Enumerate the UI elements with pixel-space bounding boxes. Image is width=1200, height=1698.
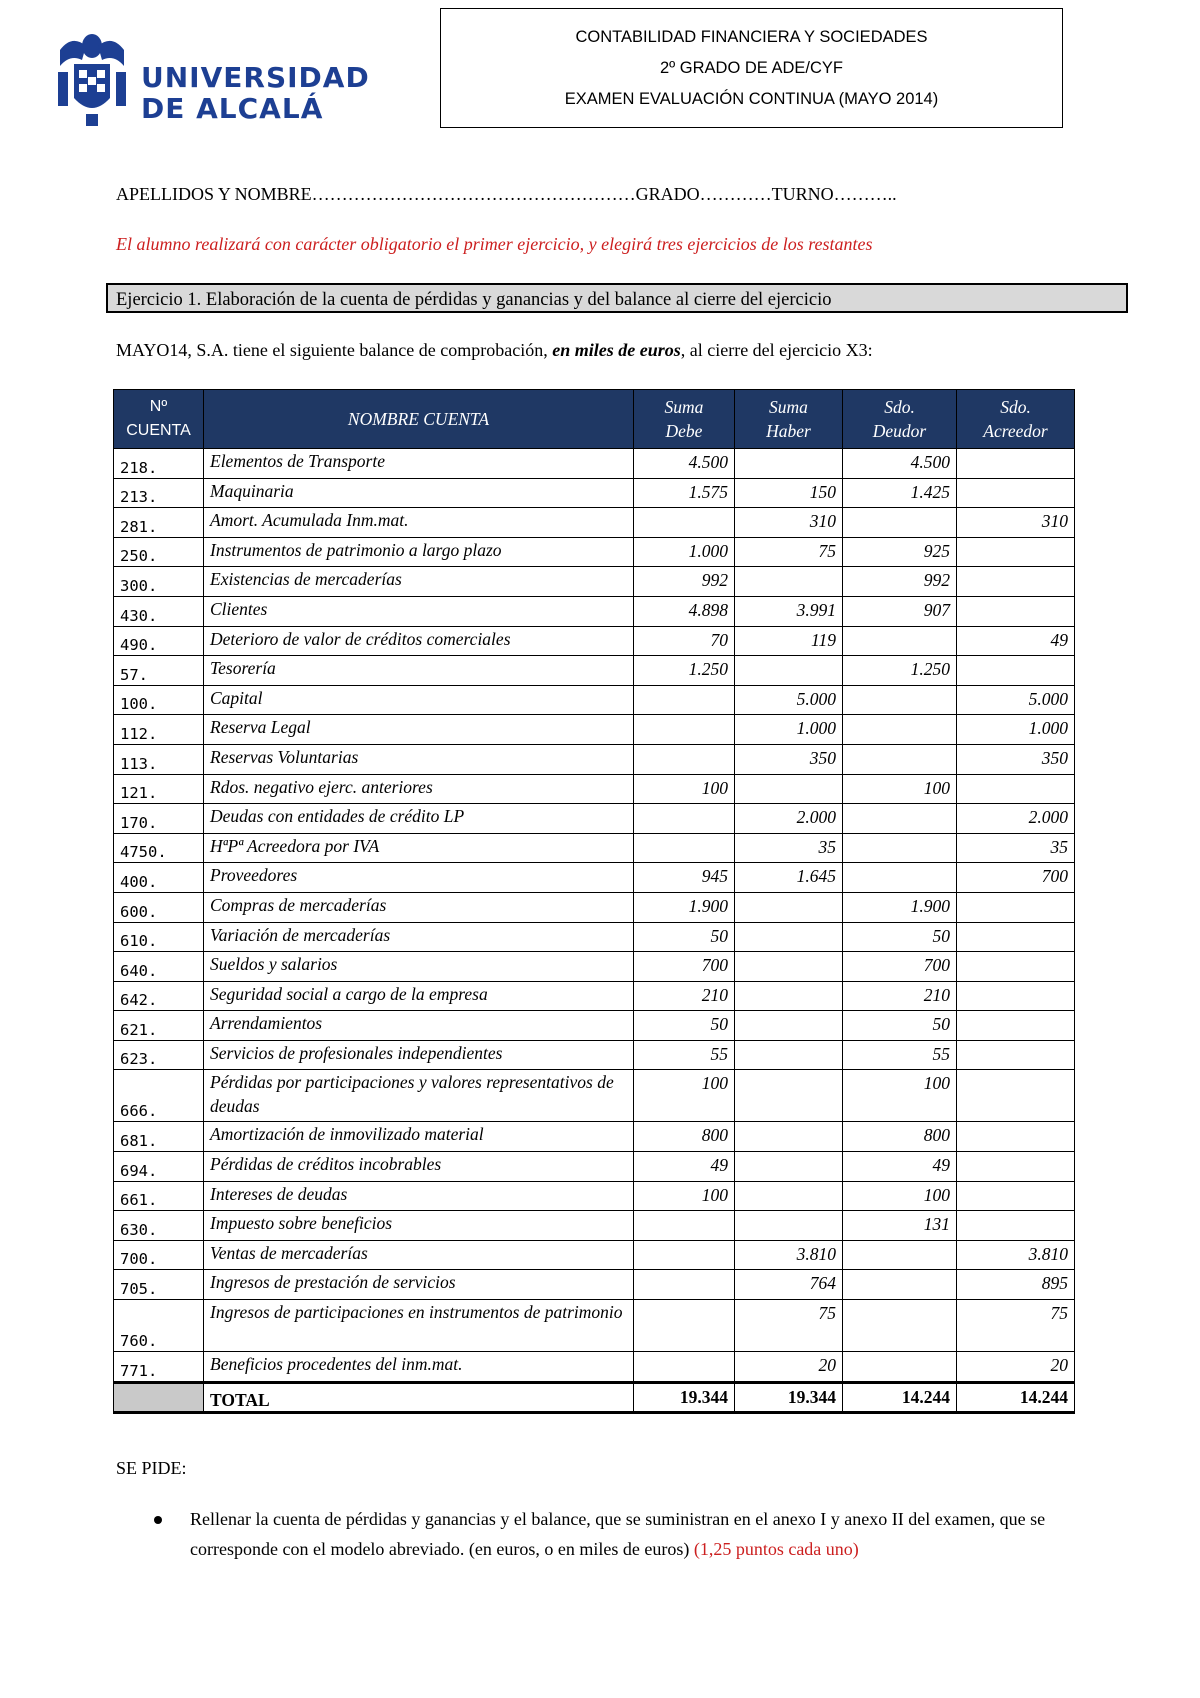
account-code-cell: 490. xyxy=(114,626,204,656)
saldo-deudor-cell xyxy=(843,715,957,745)
saldo-acreedor-cell: 3.810 xyxy=(957,1240,1075,1270)
account-name-cell: Proveedores xyxy=(204,863,634,893)
account-name-cell: HªPª Acreedora por IVA xyxy=(204,833,634,863)
account-name-cell: Beneficios procedentes del inm.mat. xyxy=(204,1352,634,1383)
student-name-line: APELLIDOS Y NOMBRE………………………………………………GRADO…………TURNO……….. xyxy=(116,184,897,204)
table-row xyxy=(114,1181,1075,1211)
suma-haber-cell xyxy=(735,774,843,804)
saldo-deudor-cell: 210 xyxy=(843,981,957,1011)
saldo-deudor-cell: 55 xyxy=(843,1040,957,1070)
table-row xyxy=(114,449,1075,479)
saldo-acreedor-cell: 5.000 xyxy=(957,685,1075,715)
task-text: Rellenar la cuenta de pérdidas y ganancias y el balance, que se suministran en el anexo I y anexo II del examen, que se corresponde con el modelo abreviado. (en euros, o en miles de euros) xyxy=(190,1509,1046,1559)
saldo-deudor-cell xyxy=(843,1240,957,1270)
account-code-cell: 640. xyxy=(114,952,204,982)
table-row xyxy=(114,1270,1075,1300)
university-name xyxy=(141,62,370,124)
suma-haber-cell xyxy=(735,449,843,479)
saldo-deudor-cell: 50 xyxy=(843,922,957,952)
suma-debe-cell: 1.250 xyxy=(634,656,735,686)
suma-haber-cell: 350 xyxy=(735,744,843,774)
saldo-deudor-cell: 907 xyxy=(843,596,957,626)
suma-debe-cell: 100 xyxy=(634,1070,735,1122)
suma-debe-cell: 800 xyxy=(634,1122,735,1152)
saldo-deudor-cell xyxy=(843,626,957,656)
account-code-cell: 705. xyxy=(114,1270,204,1300)
table-row xyxy=(114,952,1075,982)
suma-haber-cell xyxy=(735,1122,843,1152)
total-code-cell xyxy=(114,1382,204,1413)
saldo-acreedor-cell xyxy=(957,1152,1075,1182)
account-code-cell: 281. xyxy=(114,508,204,538)
saldo-acreedor-cell: 2.000 xyxy=(957,804,1075,834)
saldo-deudor-cell: 925 xyxy=(843,537,957,567)
account-name-cell: Instrumentos de patrimonio a largo plazo xyxy=(204,537,634,567)
account-code-cell: 600. xyxy=(114,892,204,922)
table-row xyxy=(114,508,1075,538)
account-name-cell: Pérdidas por participaciones y valores representativos de deudas xyxy=(204,1070,634,1122)
suma-haber-cell xyxy=(735,952,843,982)
intro-part-a: MAYO14, S.A. tiene el siguiente balance de comprobación, xyxy=(116,340,553,360)
suma-haber-cell xyxy=(735,1181,843,1211)
suma-debe-cell xyxy=(634,715,735,745)
account-code-cell: 112. xyxy=(114,715,204,745)
table-body xyxy=(114,449,1075,1413)
bullet-icon xyxy=(154,1516,162,1524)
account-name-cell: Pérdidas de créditos incobrables xyxy=(204,1152,634,1182)
account-code-cell: 400. xyxy=(114,863,204,893)
task-bullet xyxy=(150,1504,1126,1564)
table-header-row xyxy=(114,390,1075,449)
exam-title: EXAMEN EVALUACIÓN CONTINUA (MAYO 2014) xyxy=(564,90,939,108)
account-code-cell: 218. xyxy=(114,449,204,479)
suma-debe-cell xyxy=(634,804,735,834)
account-name-cell: Amortización de inmovilizado material xyxy=(204,1122,634,1152)
col-header-code: Nº CUENTA xyxy=(114,390,204,449)
account-name-cell: Sueldos y salarios xyxy=(204,952,634,982)
suma-haber-cell: 1.645 xyxy=(735,863,843,893)
saldo-acreedor-cell xyxy=(957,774,1075,804)
suma-haber-cell: 1.000 xyxy=(735,715,843,745)
suma-haber-cell xyxy=(735,892,843,922)
suma-debe-cell: 100 xyxy=(634,1181,735,1211)
col-header-debe: Suma Debe xyxy=(634,390,735,449)
table-row xyxy=(114,804,1075,834)
saldo-deudor-cell: 700 xyxy=(843,952,957,982)
col-header-deudor: Sdo. Deudor xyxy=(843,390,957,449)
suma-debe-cell: 50 xyxy=(634,922,735,952)
total-haber: 19.344 xyxy=(735,1382,843,1413)
suma-debe-cell: 945 xyxy=(634,863,735,893)
account-code-cell: 57. xyxy=(114,656,204,686)
saldo-acreedor-cell xyxy=(957,952,1075,982)
col-header-acreedor: Sdo. Acreedor xyxy=(957,390,1075,449)
saldo-acreedor-cell: 350 xyxy=(957,744,1075,774)
suma-haber-cell xyxy=(735,1211,843,1241)
saldo-acreedor-cell: 49 xyxy=(957,626,1075,656)
table-row xyxy=(114,1211,1075,1241)
saldo-acreedor-cell: 895 xyxy=(957,1270,1075,1300)
saldo-acreedor-cell xyxy=(957,449,1075,479)
table-row xyxy=(114,537,1075,567)
saldo-deudor-cell xyxy=(843,1352,957,1383)
saldo-deudor-cell xyxy=(843,1270,957,1300)
suma-haber-cell xyxy=(735,1040,843,1070)
suma-haber-cell: 119 xyxy=(735,626,843,656)
exam-header-box xyxy=(440,8,1063,128)
saldo-acreedor-cell xyxy=(957,1122,1075,1152)
saldo-deudor-cell: 1.900 xyxy=(843,892,957,922)
account-code-cell: 610. xyxy=(114,922,204,952)
exercise-intro xyxy=(116,340,873,361)
account-code-cell: 666. xyxy=(114,1070,204,1122)
saldo-deudor-cell: 992 xyxy=(843,567,957,597)
suma-haber-cell: 3.810 xyxy=(735,1240,843,1270)
university-crest-icon xyxy=(52,28,132,128)
col-header-name: NOMBRE CUENTA xyxy=(204,390,634,449)
saldo-acreedor-cell: 1.000 xyxy=(957,715,1075,745)
table-row xyxy=(114,744,1075,774)
account-name-cell: Capital xyxy=(204,685,634,715)
account-name-cell: Servicios de profesionales independientes xyxy=(204,1040,634,1070)
saldo-deudor-cell: 49 xyxy=(843,1152,957,1182)
account-name-cell: Deudas con entidades de crédito LP xyxy=(204,804,634,834)
account-name-cell: Reserva Legal xyxy=(204,715,634,745)
account-name-cell: Tesorería xyxy=(204,656,634,686)
suma-haber-cell: 310 xyxy=(735,508,843,538)
suma-debe-cell: 55 xyxy=(634,1040,735,1070)
saldo-acreedor-cell: 700 xyxy=(957,863,1075,893)
suma-haber-cell: 35 xyxy=(735,833,843,863)
saldo-deudor-cell: 4.500 xyxy=(843,449,957,479)
account-code-cell: 121. xyxy=(114,774,204,804)
intro-emphasis: en miles de euros xyxy=(552,340,681,360)
saldo-acreedor-cell xyxy=(957,922,1075,952)
task-heading: SE PIDE: xyxy=(116,1458,187,1478)
intro-part-c: , al cierre del ejercicio X3: xyxy=(680,340,873,360)
table-row xyxy=(114,1040,1075,1070)
suma-haber-cell: 75 xyxy=(735,1300,843,1352)
account-code-cell: 630. xyxy=(114,1211,204,1241)
suma-debe-cell: 210 xyxy=(634,981,735,1011)
table-row xyxy=(114,596,1075,626)
exercise-title: Ejercicio 1. Elaboración de la cuenta de pérdidas y ganancias y del balance al cierre del ejercicio xyxy=(106,283,1128,313)
account-code-cell: 681. xyxy=(114,1122,204,1152)
account-code-cell: 300. xyxy=(114,567,204,597)
course-title: CONTABILIDAD FINANCIERA Y SOCIEDADES xyxy=(575,28,928,46)
account-code-cell: 170. xyxy=(114,804,204,834)
saldo-deudor-cell: 50 xyxy=(843,1011,957,1041)
suma-debe-cell xyxy=(634,685,735,715)
table-row xyxy=(114,1122,1075,1152)
saldo-deudor-cell xyxy=(843,508,957,538)
table-row xyxy=(114,1152,1075,1182)
saldo-acreedor-cell: 20 xyxy=(957,1352,1075,1383)
total-deudor: 14.244 xyxy=(843,1382,957,1413)
account-name-cell: Reservas Voluntarias xyxy=(204,744,634,774)
saldo-acreedor-cell: 35 xyxy=(957,833,1075,863)
table-row xyxy=(114,1070,1075,1122)
saldo-acreedor-cell xyxy=(957,1040,1075,1070)
task-bullet-text xyxy=(190,1504,1126,1564)
account-name-cell: Arrendamientos xyxy=(204,1011,634,1041)
suma-haber-cell xyxy=(735,1011,843,1041)
account-name-cell: Existencias de mercaderías xyxy=(204,567,634,597)
suma-debe-cell: 1.900 xyxy=(634,892,735,922)
saldo-acreedor-cell xyxy=(957,478,1075,508)
table-row xyxy=(114,656,1075,686)
saldo-deudor-cell xyxy=(843,744,957,774)
account-code-cell: 250. xyxy=(114,537,204,567)
saldo-acreedor-cell: 310 xyxy=(957,508,1075,538)
suma-haber-cell xyxy=(735,981,843,1011)
account-name-cell: Ingresos de prestación de servicios xyxy=(204,1270,634,1300)
saldo-deudor-cell xyxy=(843,863,957,893)
saldo-acreedor-cell xyxy=(957,1011,1075,1041)
suma-haber-cell: 764 xyxy=(735,1270,843,1300)
account-code-cell: 700. xyxy=(114,1240,204,1270)
account-code-cell: 694. xyxy=(114,1152,204,1182)
account-name-cell: Intereses de deudas xyxy=(204,1181,634,1211)
total-acreedor: 14.244 xyxy=(957,1382,1075,1413)
saldo-acreedor-cell xyxy=(957,656,1075,686)
table-row xyxy=(114,774,1075,804)
saldo-acreedor-cell xyxy=(957,567,1075,597)
saldo-acreedor-cell xyxy=(957,892,1075,922)
saldo-acreedor-cell xyxy=(957,537,1075,567)
suma-haber-cell: 20 xyxy=(735,1352,843,1383)
account-name-cell: Rdos. negativo ejerc. anteriores xyxy=(204,774,634,804)
saldo-deudor-cell: 800 xyxy=(843,1122,957,1152)
total-label: TOTAL xyxy=(204,1382,634,1413)
account-code-cell: 100. xyxy=(114,685,204,715)
table-row xyxy=(114,1300,1075,1352)
table-row xyxy=(114,922,1075,952)
trial-balance-table xyxy=(113,389,1075,1414)
suma-debe-cell xyxy=(634,1240,735,1270)
suma-haber-cell xyxy=(735,567,843,597)
suma-haber-cell xyxy=(735,922,843,952)
suma-debe-cell: 4.898 xyxy=(634,596,735,626)
suma-debe-cell: 49 xyxy=(634,1152,735,1182)
suma-haber-cell xyxy=(735,1152,843,1182)
account-name-cell: Impuesto sobre beneficios xyxy=(204,1211,634,1241)
account-name-cell: Ventas de mercaderías xyxy=(204,1240,634,1270)
account-code-cell: 113. xyxy=(114,744,204,774)
account-name-cell: Seguridad social a cargo de la empresa xyxy=(204,981,634,1011)
account-name-cell: Variación de mercaderías xyxy=(204,922,634,952)
account-name-cell: Deterioro de valor de créditos comerciales xyxy=(204,626,634,656)
account-name-cell: Elementos de Transporte xyxy=(204,449,634,479)
saldo-deudor-cell: 100 xyxy=(843,1181,957,1211)
suma-debe-cell: 700 xyxy=(634,952,735,982)
total-debe: 19.344 xyxy=(634,1382,735,1413)
suma-debe-cell xyxy=(634,833,735,863)
suma-haber-cell xyxy=(735,1070,843,1122)
suma-haber-cell xyxy=(735,656,843,686)
saldo-acreedor-cell: 75 xyxy=(957,1300,1075,1352)
exam-instruction: El alumno realizará con carácter obligatorio el primer ejercicio, y elegirá tres ejercicios de los restantes xyxy=(116,234,873,254)
suma-debe-cell xyxy=(634,1211,735,1241)
suma-debe-cell: 1.575 xyxy=(634,478,735,508)
suma-debe-cell: 100 xyxy=(634,774,735,804)
account-code-cell: 213. xyxy=(114,478,204,508)
table-row xyxy=(114,567,1075,597)
table-row xyxy=(114,833,1075,863)
table-row xyxy=(114,626,1075,656)
saldo-acreedor-cell xyxy=(957,596,1075,626)
account-code-cell: 621. xyxy=(114,1011,204,1041)
saldo-deudor-cell xyxy=(843,1300,957,1352)
suma-debe-cell xyxy=(634,1352,735,1383)
account-code-cell: 771. xyxy=(114,1352,204,1383)
table-row xyxy=(114,478,1075,508)
table-row xyxy=(114,863,1075,893)
suma-haber-cell: 150 xyxy=(735,478,843,508)
university-logo xyxy=(52,28,370,138)
suma-debe-cell: 1.000 xyxy=(634,537,735,567)
account-code-cell: 642. xyxy=(114,981,204,1011)
suma-debe-cell: 4.500 xyxy=(634,449,735,479)
account-name-cell: Maquinaria xyxy=(204,478,634,508)
table-row xyxy=(114,1240,1075,1270)
saldo-deudor-cell xyxy=(843,685,957,715)
logo-line-1: UNIVERSIDAD xyxy=(141,61,370,94)
suma-haber-cell: 75 xyxy=(735,537,843,567)
total-row xyxy=(114,1382,1075,1413)
account-name-cell: Compras de mercaderías xyxy=(204,892,634,922)
suma-debe-cell xyxy=(634,744,735,774)
table-row xyxy=(114,1011,1075,1041)
suma-debe-cell: 70 xyxy=(634,626,735,656)
suma-haber-cell: 2.000 xyxy=(735,804,843,834)
suma-debe-cell xyxy=(634,1300,735,1352)
table-row xyxy=(114,685,1075,715)
suma-debe-cell: 992 xyxy=(634,567,735,597)
col-header-haber: Suma Haber xyxy=(735,390,843,449)
suma-debe-cell xyxy=(634,1270,735,1300)
table-row xyxy=(114,981,1075,1011)
account-name-cell: Clientes xyxy=(204,596,634,626)
table-row xyxy=(114,715,1075,745)
degree-line: 2º GRADO DE ADE/CYF xyxy=(660,59,843,77)
saldo-deudor-cell xyxy=(843,833,957,863)
saldo-deudor-cell xyxy=(843,804,957,834)
account-code-cell: 760. xyxy=(114,1300,204,1352)
logo-line-2: DE ALCALÁ xyxy=(141,92,324,125)
table-row xyxy=(114,1352,1075,1383)
saldo-acreedor-cell xyxy=(957,1070,1075,1122)
saldo-acreedor-cell xyxy=(957,1211,1075,1241)
account-code-cell: 430. xyxy=(114,596,204,626)
table-row xyxy=(114,892,1075,922)
account-code-cell: 623. xyxy=(114,1040,204,1070)
saldo-deudor-cell: 1.250 xyxy=(843,656,957,686)
suma-debe-cell xyxy=(634,508,735,538)
saldo-deudor-cell: 131 xyxy=(843,1211,957,1241)
account-name-cell: Ingresos de participaciones en instrumentos de patrimonio xyxy=(204,1300,634,1352)
account-code-cell: 4750. xyxy=(114,833,204,863)
saldo-acreedor-cell xyxy=(957,1181,1075,1211)
suma-haber-cell: 5.000 xyxy=(735,685,843,715)
account-name-cell: Amort. Acumulada Inm.mat. xyxy=(204,508,634,538)
saldo-acreedor-cell xyxy=(957,981,1075,1011)
account-code-cell: 661. xyxy=(114,1181,204,1211)
saldo-deudor-cell: 1.425 xyxy=(843,478,957,508)
suma-haber-cell: 3.991 xyxy=(735,596,843,626)
suma-debe-cell: 50 xyxy=(634,1011,735,1041)
task-points: (1,25 puntos cada uno) xyxy=(693,1539,859,1559)
saldo-deudor-cell: 100 xyxy=(843,1070,957,1122)
saldo-deudor-cell: 100 xyxy=(843,774,957,804)
